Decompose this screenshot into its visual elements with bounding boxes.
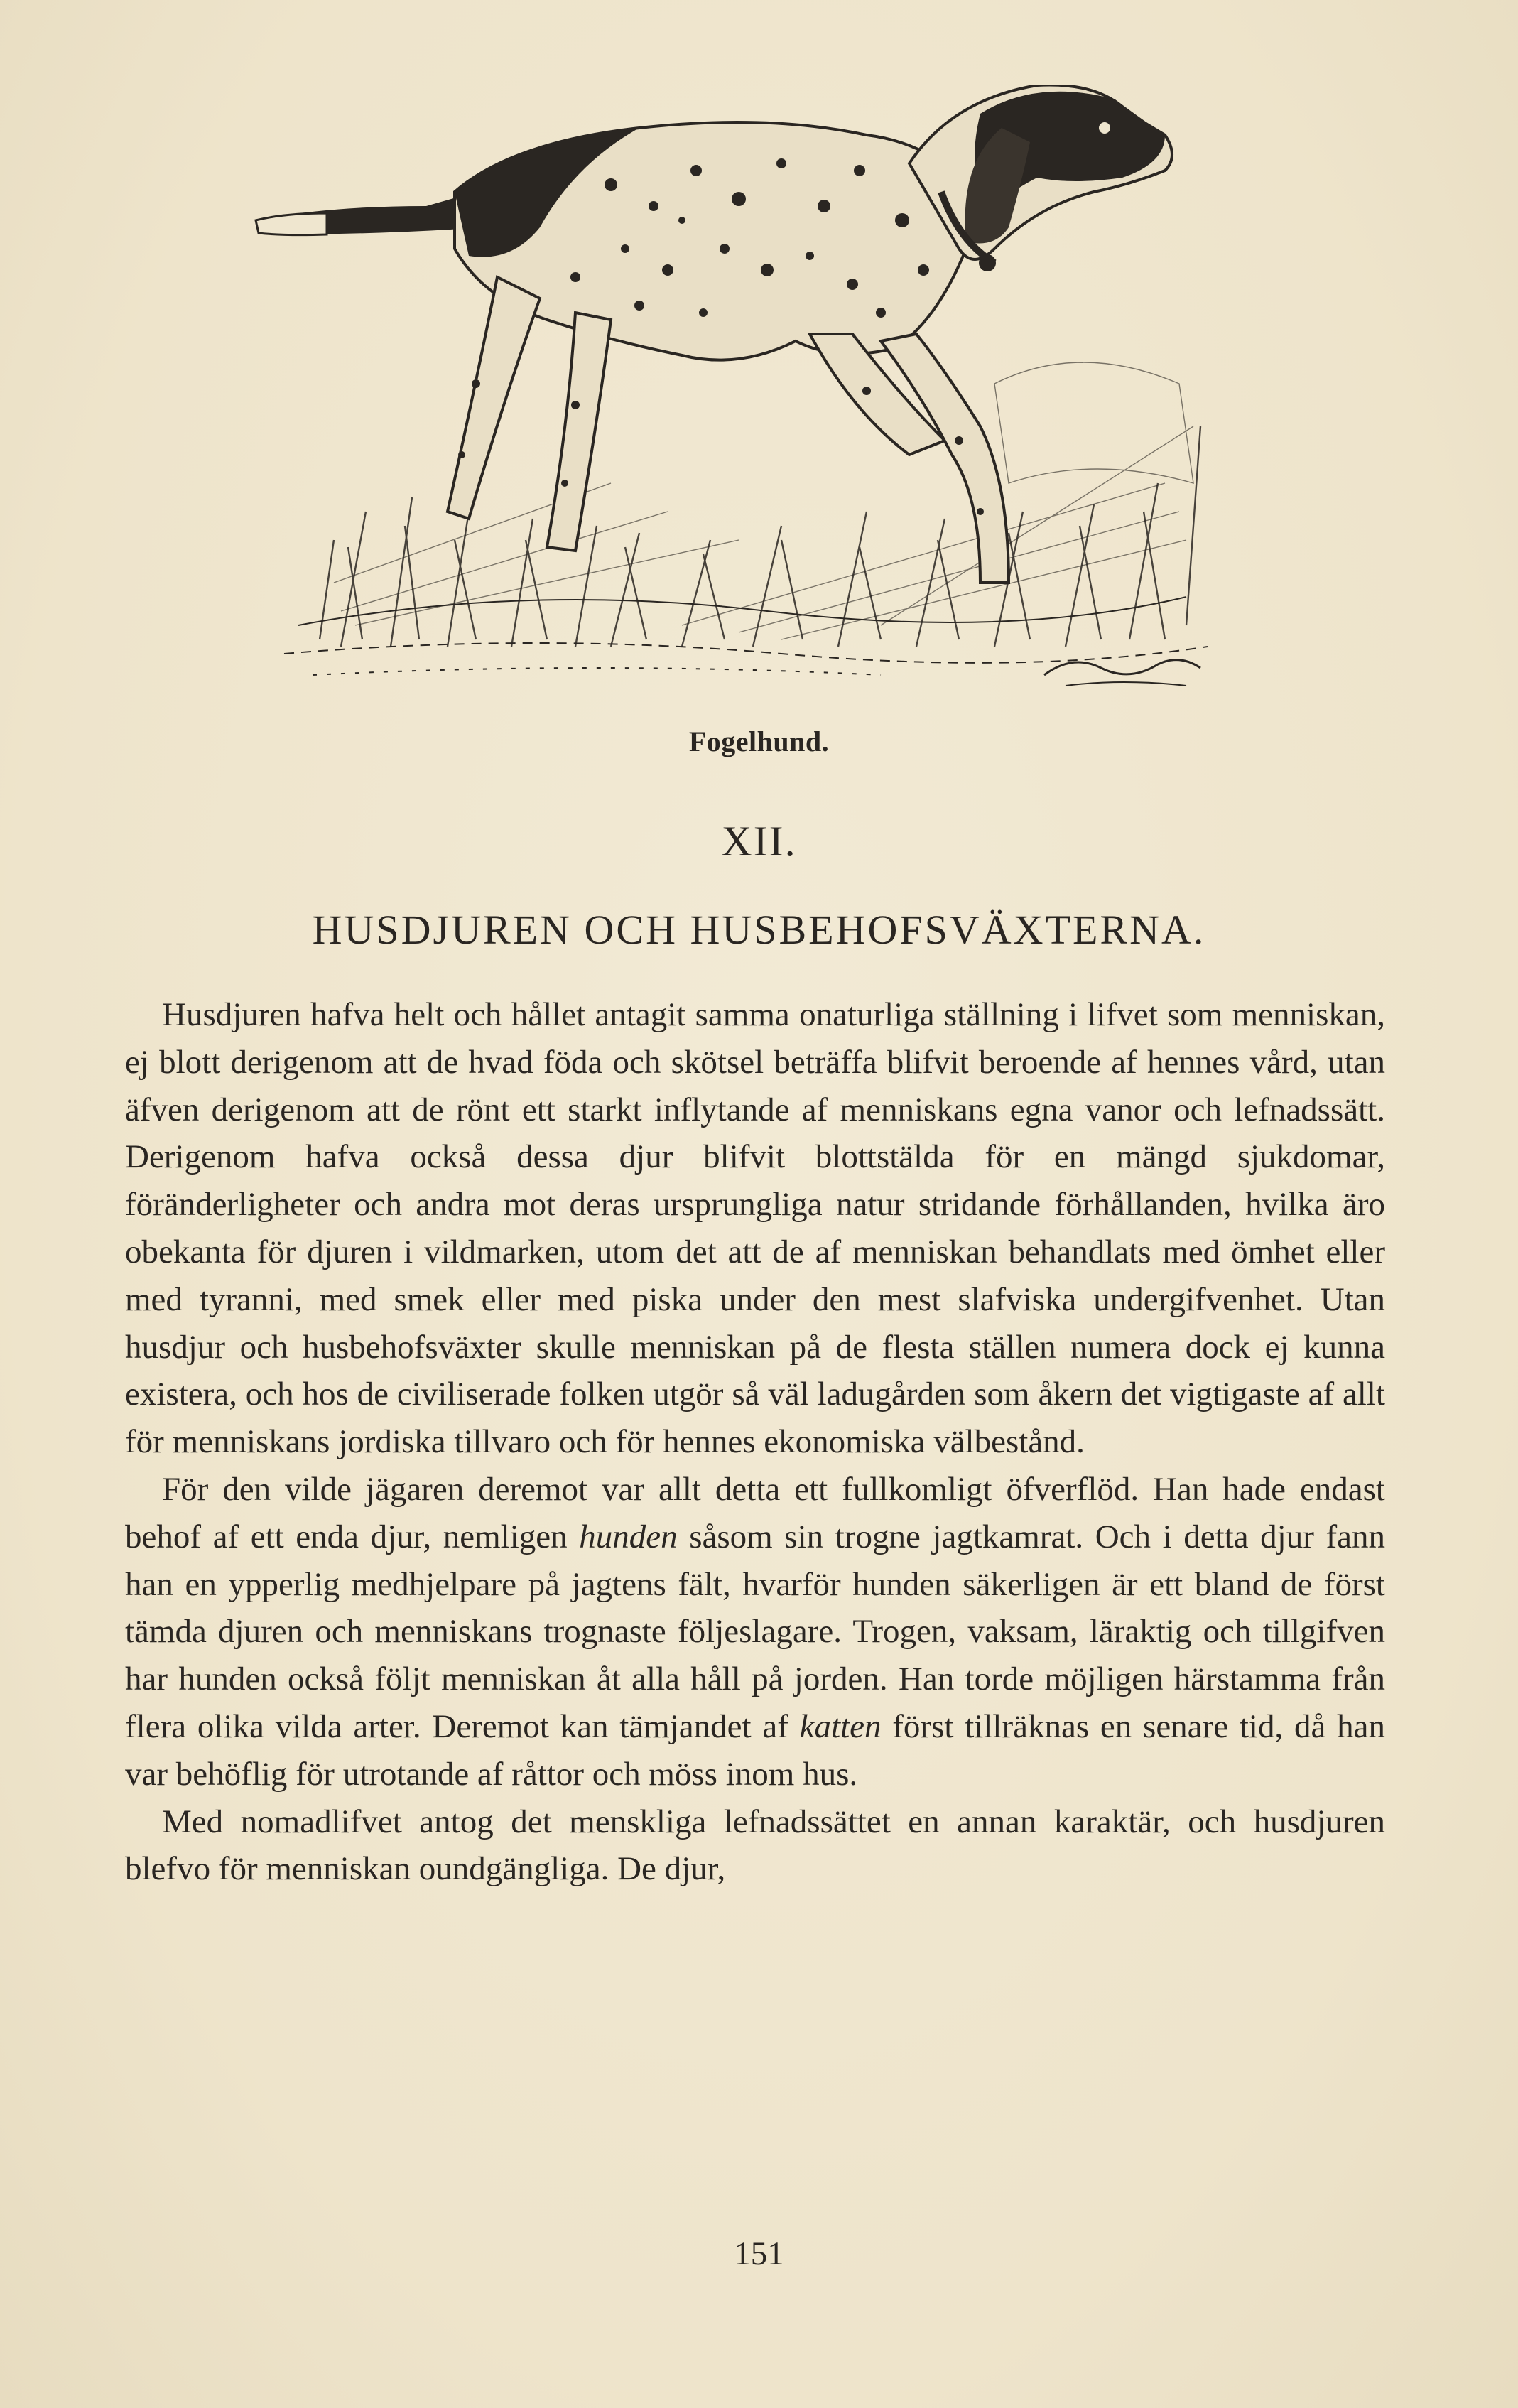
emphasis-katten: katten <box>799 1707 882 1745</box>
pointer-dog-engraving <box>242 85 1264 703</box>
paragraph-2: För den vilde jägaren deremot var allt detta ett fullkomligt öfverflöd. Han hade endast behof af ett enda djur, nemligen hunden såsom sin trogne jagtkamrat. Och i detta djur fann han en ypperlig medhjelpare på jagtens fält, hvarför hunden säkerligen är ett bland de först tämda djuren och menniskans trognaste följeslagare. Trogen, vaksam, läraktig och tillgifven har hunden också följt menniskan åt alla håll på jorden. Han torde möjligen härstamma från flera olika vilda arter. Deremot kan tämjandet af katten först tillräknas en senare tid, då han var behöflig för utrotande af råttor och möss inom hus. <box>125 1470 1385 1793</box>
figure-caption: Fogelhund. <box>688 725 830 757</box>
chapter-title: HUSDJUREN OCH HUSBEHOFSVÄXTERNA. <box>312 907 1206 953</box>
chapter-number: XII. <box>721 818 797 865</box>
body-text <box>125 991 1385 1893</box>
paragraph-1: Husdjuren hafva helt och hållet antagit samma onaturliga ställning i lifvet som menniskan, ej blott derigenom att de hvad föda och skötsel beträffa blifvit beroende af hennes vård, utan äfven derigenom att de rönt ett starkt inflytande af menniskans egna vanor och lefnadssätt. Derigenom hafva också dessa djur blifvit blottstälda för en mängd sjukdomar, föränderligheter och andra mot deras ursprungliga natur stridande förhållanden, hvilka äro obekanta för djuren i vildmarken, utom det att de af menniskan behandlats med ömhet eller med tyranni, med smek eller med piska under den mest slafviska undergifvenhet. Utan husdjur och husbehofsväxter skulle menniskan på de flesta ställen numera dock ej kunna existera, och hos de civiliserade folken utgör så väl ladugården som åkern det vigtigaste af allt för menniskans jordiska tillvaro och för hennes ekonomiska välbestånd. <box>125 996 1385 1461</box>
emphasis-hunden: hunden <box>579 1518 678 1555</box>
page-number: 151 <box>734 2235 784 2272</box>
paragraph-3: Med nomadlifvet antog det menskliga lefnadssättet en annan karaktär, och husdjuren blefvo för menniskan oundgängliga. De djur, <box>125 1803 1385 1888</box>
